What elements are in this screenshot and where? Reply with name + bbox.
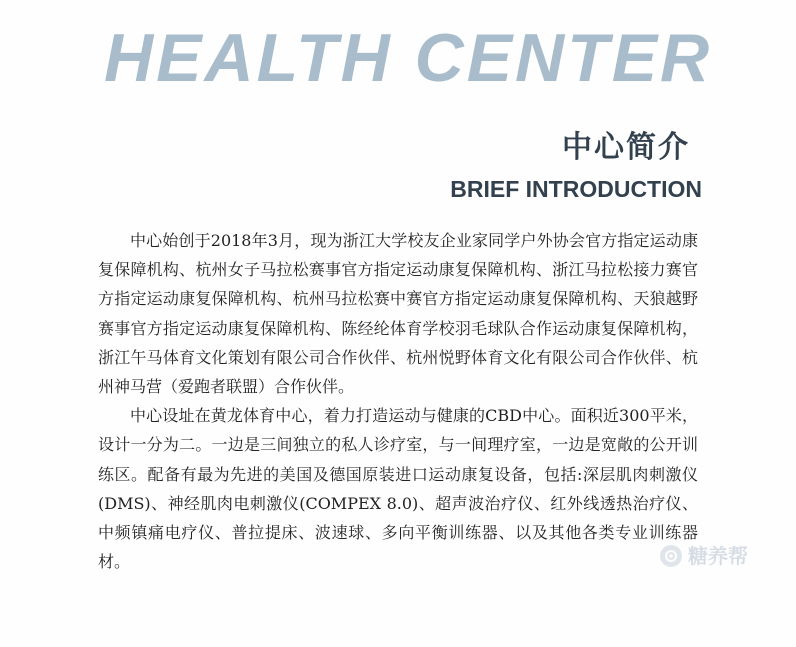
section-title-cn: 中心简介 xyxy=(562,130,690,165)
watermark-logo-icon xyxy=(660,545,682,567)
watermark-text: 糖养帮 xyxy=(688,544,748,568)
section-title-en: BRIEF INTRODUCTION xyxy=(450,176,702,202)
body-text xyxy=(98,226,698,576)
page-title: HEALTH CENTER xyxy=(104,20,713,96)
intro-paragraph-1: 中心始创于2018年3月，现为浙江大学校友企业家同学户外协会官方指定运动康复保障机构、杭州女子马拉松赛事官方指定运动康复保障机构、浙江马拉松接力赛官方指定运动康复保障机构、杭州马拉松赛中赛官方指定运动康复保障机构、天狼越野赛事官方指定运动康复保障机构、陈经纶体育学校羽毛球队合作运动康复保障机构，浙江午马体育文化策划有限公司合作伙伴、杭州悦野体育文化有限公司合作伙伴、杭州神马营（爱跑者联盟）合作伙伴。 xyxy=(98,231,698,397)
watermark xyxy=(660,545,748,567)
intro-paragraph-2: 中心设址在黄龙体育中心，着力打造运动与健康的CBD中心。面积近300平米，设计一分为二。一边是三间独立的私人诊疗室，与一间理疗室，一边是宽敞的公开训练区。配备有最为先进的美国及德国原装进口运动康复设备，包括:深层肌肉刺激仪(DMS)、神经肌肉电刺激仪(COMPEX 8.0)、超声波治疗仪、红外线透热治疗仪、中频镇痛电疗仪、普拉提床、波速球、多向平衡训练器、以及其他各类专业训练器材。 xyxy=(98,406,698,572)
